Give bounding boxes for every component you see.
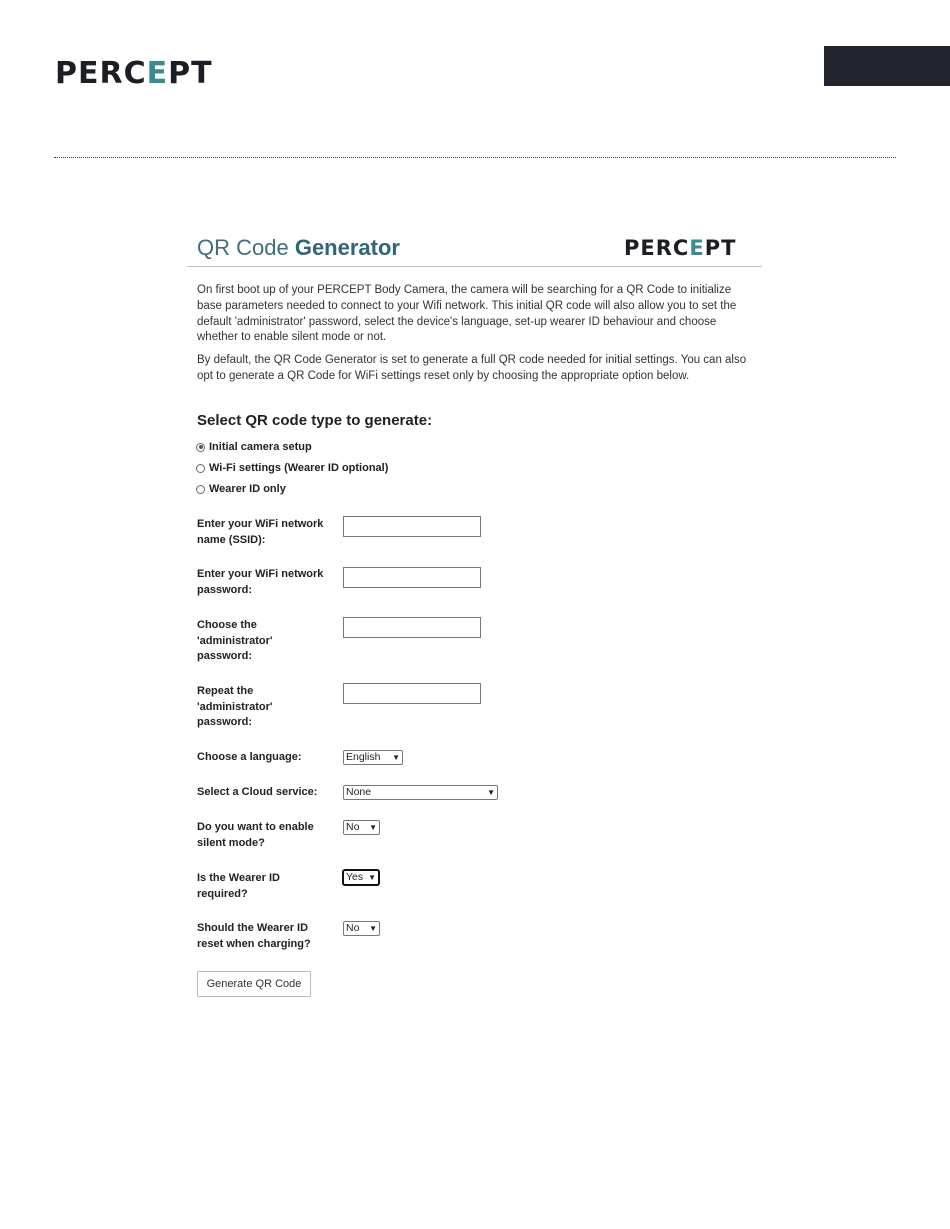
chevron-down-icon: ▼ (392, 753, 400, 762)
radio-label: Wearer ID only (209, 483, 286, 495)
wifi-password-input[interactable] (343, 567, 481, 588)
cloud-value: None (346, 786, 372, 798)
intro-paragraph: On first boot up of your PERCEPT Body Camera, the camera will be searching for a QR Code to initialize base parameters needed to connect to your Wifi network. This initial QR code will also allow you to set the default 'administrator' password, select the device's language, set-up wearer ID behaviour and choose whether to enable silent mode or not. (197, 284, 737, 344)
language-label: Choose a language: (197, 751, 302, 763)
silent-mode-value: No (346, 821, 360, 833)
generator-header (187, 228, 762, 267)
page-divider (54, 157, 896, 158)
logo-part: PT (704, 236, 737, 260)
logo-accent: E (689, 236, 705, 260)
wearer-reset-value: No (346, 922, 360, 934)
ssid-input[interactable] (343, 516, 481, 537)
page-title (197, 235, 400, 261)
wearer-reset-select[interactable] (343, 921, 380, 936)
chevron-down-icon: ▼ (369, 924, 377, 933)
wearer-reset-label: Should the Wearer ID reset when charging? (197, 922, 311, 950)
ssid-label: Enter your WiFi network name (SSID): (197, 518, 324, 546)
logo-part: PERC (55, 56, 147, 91)
wearer-required-value: Yes (346, 871, 364, 883)
chevron-down-icon: ▼ (487, 788, 495, 797)
panel-logo (624, 236, 736, 260)
wearer-required-select[interactable] (343, 870, 379, 885)
radio-wifi-settings[interactable] (196, 460, 388, 476)
cloud-label: Select a Cloud service: (197, 786, 318, 798)
language-select[interactable] (343, 750, 403, 765)
silent-mode-select[interactable] (343, 820, 380, 835)
radio-label: Wi-Fi settings (Wearer ID optional) (209, 462, 389, 474)
logo-part: PT (168, 56, 213, 91)
radio-wearer-id-only[interactable] (196, 481, 286, 497)
wifi-password-label: Enter your WiFi network password: (197, 568, 324, 596)
cloud-select[interactable] (343, 785, 498, 800)
radio-icon[interactable] (196, 443, 205, 452)
logo-part: PERC (624, 236, 690, 260)
silent-mode-label: Do you want to enable silent mode? (197, 821, 314, 849)
logo-accent: E (146, 56, 169, 91)
radio-icon[interactable] (196, 485, 205, 494)
qr-generator-panel (187, 228, 762, 267)
radio-label: Initial camera setup (209, 441, 312, 453)
brand-logo (55, 56, 213, 92)
header-corner-block (824, 46, 950, 86)
admin-password-repeat-label: Repeat the 'administrator' password: (197, 685, 273, 729)
title-light: QR Code (197, 235, 295, 260)
intro-paragraph-2: By default, the QR Code Generator is set to generate a full QR code needed for initial settings. You can also opt to generate a QR Code for WiFi settings reset only by choosing the appropriate option below. (197, 354, 747, 382)
radio-initial-setup[interactable] (196, 439, 312, 455)
language-value: English (346, 751, 381, 763)
title-bold: Generator (294, 235, 400, 260)
qr-type-heading: Select QR code type to generate: (197, 412, 433, 429)
wearer-required-label: Is the Wearer ID required? (197, 872, 280, 900)
admin-password-label: Choose the 'administrator' password: (197, 619, 273, 663)
chevron-down-icon: ▼ (369, 823, 377, 832)
chevron-down-icon: ▼ (368, 873, 376, 882)
radio-icon[interactable] (196, 464, 205, 473)
admin-password-repeat-input[interactable] (343, 683, 481, 704)
admin-password-input[interactable] (343, 617, 481, 638)
generate-qr-button[interactable]: Generate QR Code (197, 971, 311, 997)
